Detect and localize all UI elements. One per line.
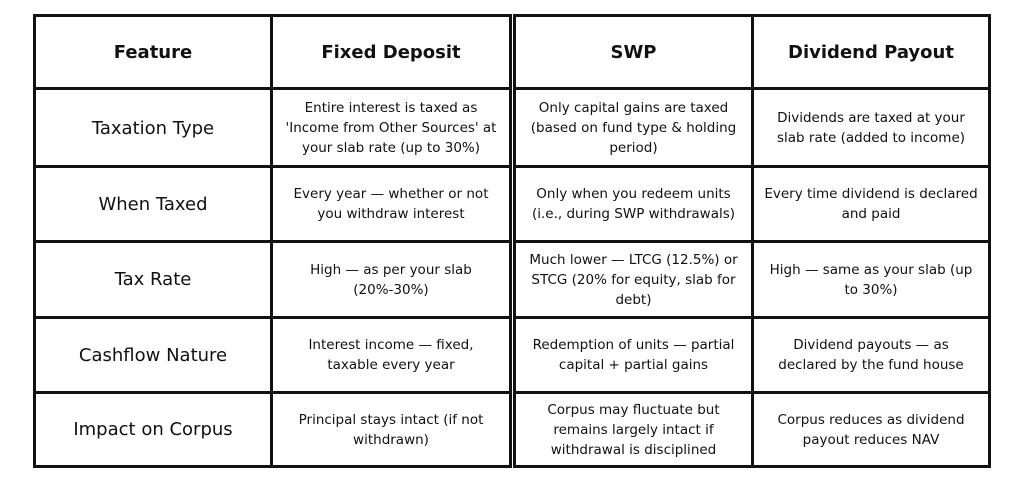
- table-cell: Much lower — LTCG (12.5%) or STCG (20% for equity, slab for debt): [513, 240, 754, 319]
- table-cell: Only capital gains are taxed (based on fund type & holding period): [513, 87, 754, 169]
- comparison-table: [33, 14, 991, 468]
- header-dividend-payout: Dividend Payout: [751, 14, 991, 90]
- table-cell: Redemption of units — partial capital + partial gains: [513, 316, 754, 394]
- feature-impact-on-corpus: Impact on Corpus: [33, 391, 273, 468]
- table-cell: Corpus reduces as dividend payout reduces NAV: [751, 391, 991, 468]
- table-cell: Dividends are taxed at your slab rate (added to income): [751, 87, 991, 169]
- table-cell: High — same as your slab (up to 30%): [751, 240, 991, 319]
- header-swp: SWP: [513, 14, 754, 90]
- feature-cashflow-nature: Cashflow Nature: [33, 316, 273, 394]
- header-feature: Feature: [33, 14, 273, 90]
- table-cell: Corpus may fluctuate but remains largely intact if withdrawal is disciplined: [513, 391, 754, 468]
- feature-taxation-type: Taxation Type: [33, 87, 273, 169]
- table-cell: Entire interest is taxed as 'Income from Other Sources' at your slab rate (up to 30%): [270, 87, 512, 169]
- feature-tax-rate: Tax Rate: [33, 240, 273, 319]
- table-cell: Every year — whether or not you withdraw interest: [270, 165, 512, 243]
- table-cell: Dividend payouts — as declared by the fund house: [751, 316, 991, 394]
- table-cell: Only when you redeem units (i.e., during SWP withdrawals): [513, 165, 754, 243]
- table-cell: Interest income — fixed, taxable every year: [270, 316, 512, 394]
- table-cell: High — as per your slab (20%-30%): [270, 240, 512, 319]
- table-cell: Principal stays intact (if not withdrawn): [270, 391, 512, 468]
- header-fixed-deposit: Fixed Deposit: [270, 14, 512, 90]
- feature-when-taxed: When Taxed: [33, 165, 273, 243]
- table-cell: Every time dividend is declared and paid: [751, 165, 991, 243]
